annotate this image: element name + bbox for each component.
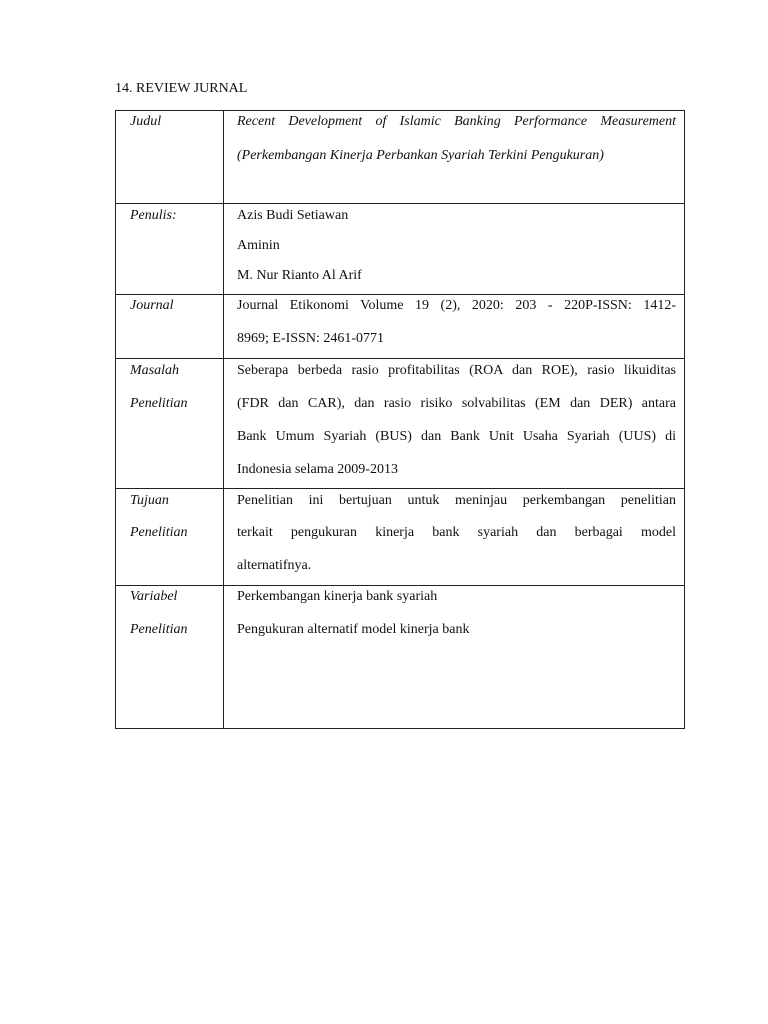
table-row-journal [116, 295, 685, 359]
review-table [115, 110, 685, 729]
row-label-tujuan: Tujuan Penelitian [116, 489, 224, 586]
author-1: Azis Budi Setiawan [237, 208, 349, 223]
row-value-penulis [224, 204, 685, 295]
row-value-journal: Journal Etikonomi Volume 19 (2), 2020: 203 - 220P-ISSN: 1412- 8969; E-ISSN: 2461-0771 [224, 295, 685, 359]
judul-title-en: Recent Development of Islamic Banking Performance Measurement [237, 114, 676, 129]
row-label-penulis: Penulis: [116, 204, 224, 295]
row-value-judul [224, 111, 685, 204]
row-value-masalah: Seberapa berbeda rasio profitabilitas (ROA dan ROE), rasio likuiditas (FDR dan CAR), dan rasio risiko solvabilitas (EM dan DER) antara Bank Umum Syariah (BUS) dan Bank Unit Usaha Syariah (UUS) di Indonesia selama 2009-2013 [224, 359, 685, 489]
table-row-penulis [116, 204, 685, 295]
page-title: 14. REVIEW JURNAL [115, 81, 248, 96]
author-3: M. Nur Rianto Al Arif [237, 268, 362, 283]
author-2: Aminin [237, 238, 280, 253]
table-row-masalah [116, 359, 685, 489]
row-label-judul: Judul [116, 111, 224, 204]
row-label-masalah: Masalah Penelitian [116, 359, 224, 489]
judul-title-id: (Perkembangan Kinerja Perbankan Syariah Terkini Pengukuran) [237, 148, 604, 163]
table-row-variabel [116, 586, 685, 729]
table-row-judul [116, 111, 685, 204]
row-label-variabel: Variabel Penelitian [116, 586, 224, 729]
row-value-variabel: Perkembangan kinerja bank syariah Pengukuran alternatif model kinerja bank [224, 586, 685, 729]
row-label-journal: Journal [116, 295, 224, 359]
table-row-tujuan [116, 489, 685, 586]
row-value-tujuan: Penelitian ini bertujuan untuk meninjau perkembangan penelitian terkait pengukuran kinerja bank syariah dan berbagai model alternatifnya. [224, 489, 685, 586]
